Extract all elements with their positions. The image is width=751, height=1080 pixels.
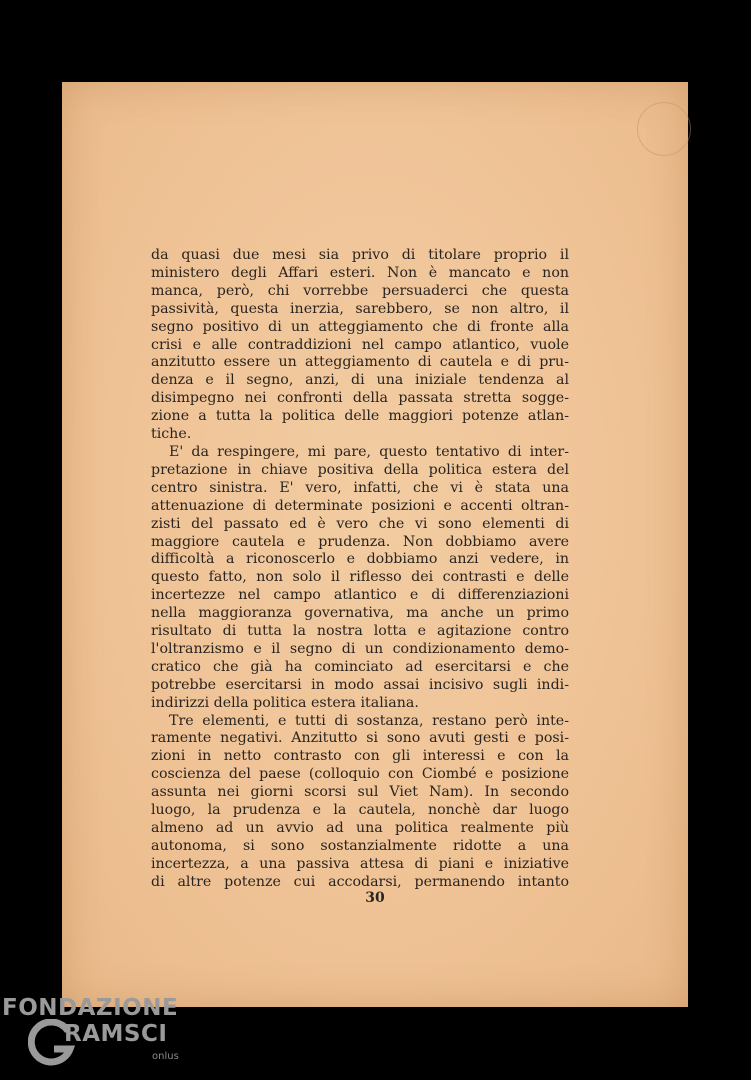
page-number: 30	[365, 890, 385, 906]
text-line: tiche.	[151, 426, 192, 443]
text-line: risultato di tutta la nostra lotta e agitazione contro	[151, 623, 569, 640]
text-line: nella maggioranza governativa, ma anche un primo	[151, 605, 569, 622]
text-line: cratico che già ha cominciato ad esercitarsi e che	[151, 658, 569, 675]
text-line: almeno ad un avvio ad una politica realmente più	[151, 820, 569, 836]
logo-text-gramsci: RAMSCI	[64, 1021, 168, 1047]
text-line: centro sinistra. E' vero, infatti, che vi è stata una	[151, 479, 569, 496]
text-line: pretazione in chiave positiva della politica estera del	[151, 461, 569, 478]
text-line: questo fatto, non solo il riflesso dei contrasti e delle	[151, 569, 569, 586]
text-line: autonoma, si sono sostanzialmente ridotte a una	[151, 837, 569, 854]
text-line: zioni in netto contrasto con gli interessi e con la	[151, 748, 569, 765]
text-line: passività, questa inerzia, sarebbero, se non altro, il	[151, 300, 569, 317]
text-line: luogo, la prudenza e la cautela, nonchè dar luogo	[151, 802, 569, 819]
watermark-logo	[2, 995, 192, 1075]
text-line: maggiore cautela e prudenza. Non dobbiamo avere	[151, 533, 569, 550]
archive-stamp	[637, 102, 691, 156]
text-line: anzitutto essere un atteggiamento di cautela e di pru-	[151, 354, 569, 371]
logo-text-onlus: onlus	[152, 1051, 179, 1062]
text-line: denza e il segno, anzi, di una iniziale tendenza al	[151, 372, 569, 389]
text-line: incertezze nel campo atlantico e di differenziazioni	[151, 587, 569, 604]
text-line: attenuazione di determinate posizioni e accenti oltran-	[151, 497, 569, 514]
text-line: potrebbe esercitarsi in modo assai incisivo sugli indi-	[151, 676, 569, 693]
text-line: disimpegno nei confronti della passata stretta sogge-	[151, 390, 569, 407]
text-line: ramente negativi. Anzitutto si sono avuti gesti e posi-	[151, 730, 569, 747]
text-line: manca, però, chi vorrebbe persuaderci che questa	[151, 282, 569, 299]
text-line: segno positivo di un atteggiamento che di fronte alla	[151, 318, 569, 335]
text-line: crisi e alle contraddizioni nel campo atlantico, vuole	[151, 336, 569, 353]
text-line: Tre elementi, e tutti di sostanza, restano però inte-	[169, 712, 569, 729]
text-line: assunta nei giorni scorsi sul Viet Nam). In secondo	[151, 784, 569, 801]
document-page	[62, 82, 688, 1007]
text-line: zione a tutta la politica delle maggiori potenze atlan-	[151, 408, 569, 425]
text-line: di altre potenze cui accodarsi, permanendo intanto	[151, 873, 569, 890]
logo-text-foundation: FONDAZIONE	[2, 995, 179, 1021]
text-line: coscienza del paese (colloquio con Ciombé e posizione	[151, 766, 569, 783]
body-text	[151, 247, 569, 892]
text-line: indirizzi della politica estera italiana.	[151, 694, 419, 711]
text-line: ministero degli Affari esteri. Non è mancato e non	[151, 264, 569, 281]
text-line: da quasi due mesi sia privo di titolare proprio il	[151, 247, 569, 263]
text-line: l'oltranzismo e il segno di un condizionamento demo-	[151, 640, 569, 657]
text-line: E' da respingere, mi pare, questo tentativo di inter-	[169, 443, 569, 460]
text-line: zisti del passato ed è vero che vi sono elementi di	[151, 515, 569, 532]
text-line: incertezza, a una passiva attesa di piani e iniziative	[151, 855, 569, 872]
text-line: difficoltà a riconoscerlo e dobbiamo anzi vedere, in	[151, 551, 569, 568]
